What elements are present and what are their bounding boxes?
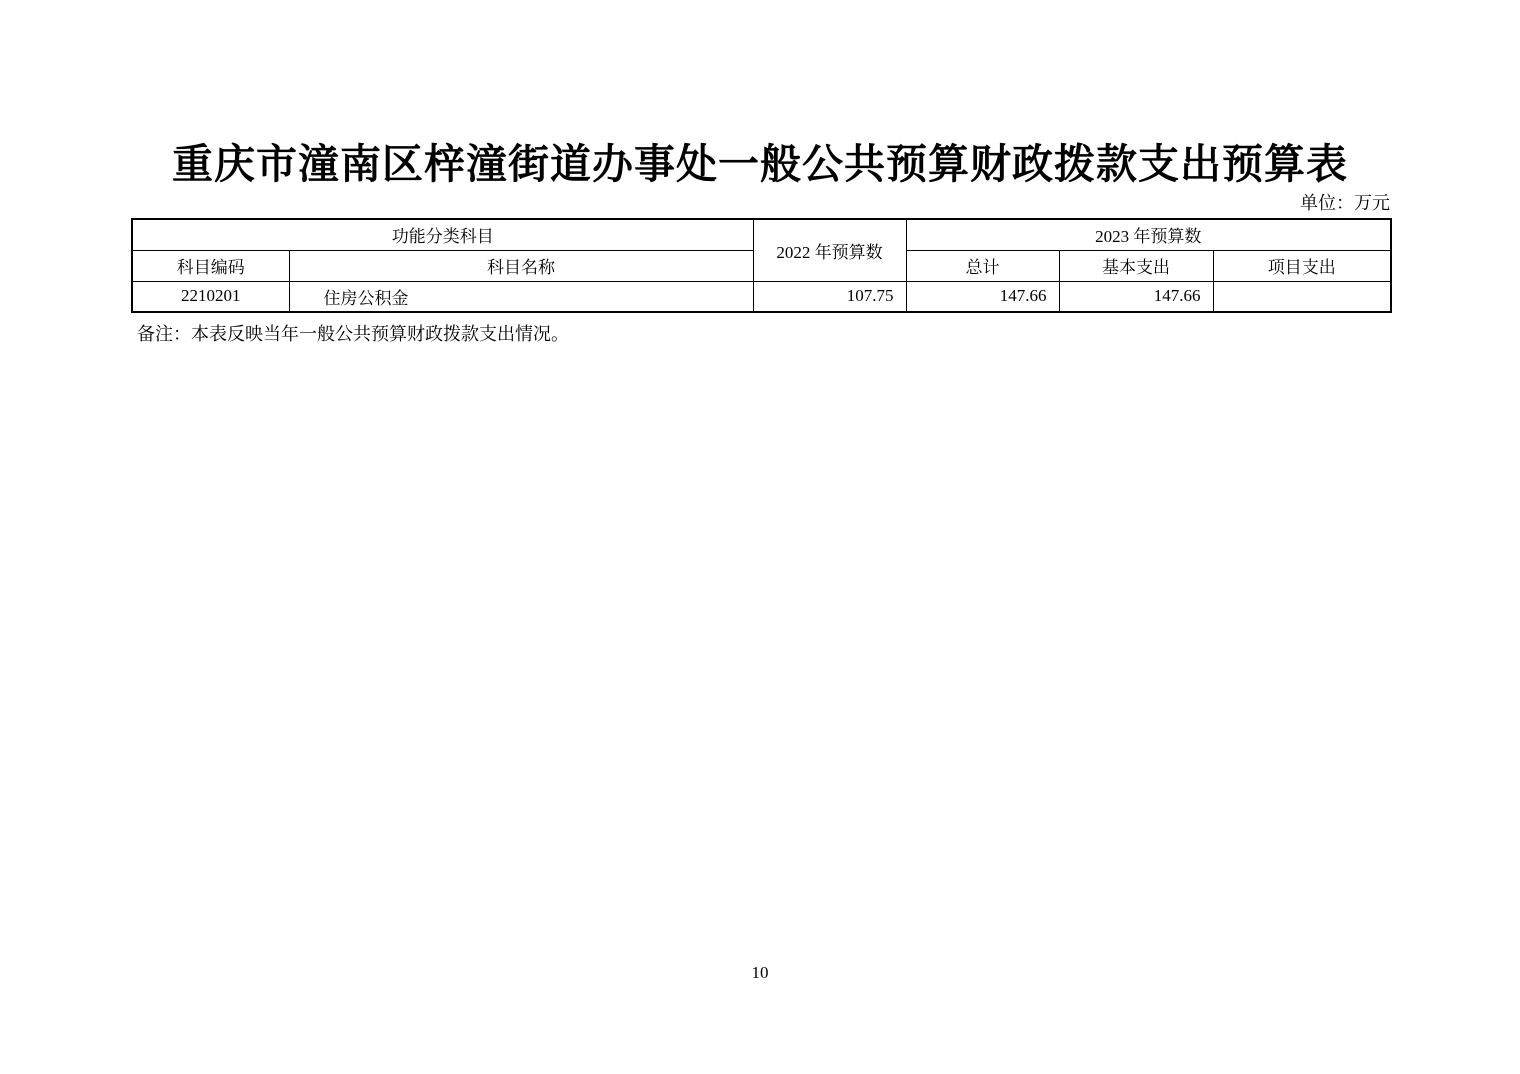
header-basic-expenditure: 基本支出 (1059, 250, 1213, 281)
page-title: 重庆市潼南区梓潼街道办事处一般公共预算财政拨款支出预算表 (172, 141, 1348, 187)
header-subject-code: 科目编码 (132, 250, 289, 281)
budget-table (131, 218, 1392, 313)
table-header-row-1 (132, 219, 1391, 250)
cell-budget-2022: 107.75 (753, 281, 906, 312)
cell-basic-2023: 147.66 (1059, 281, 1213, 312)
header-subject-name: 科目名称 (289, 250, 753, 281)
cell-subject-name: 住房公积金 (289, 281, 753, 312)
cell-project-2023 (1213, 281, 1391, 312)
cell-total-2023: 147.66 (906, 281, 1059, 312)
cell-subject-code: 2210201 (132, 281, 289, 312)
header-budget-2022: 2022 年预算数 (753, 219, 906, 281)
header-budget-2023: 2023 年预算数 (906, 219, 1391, 250)
footnote: 备注：本表反映当年一般公共预算财政拨款支出情况。 (137, 324, 569, 344)
header-project-expenditure: 项目支出 (1213, 250, 1391, 281)
page-number: 10 (751, 963, 769, 982)
header-function-category: 功能分类科目 (132, 219, 753, 250)
unit-label: 单位：万元 (1300, 193, 1390, 213)
header-total-2023: 总计 (906, 250, 1059, 281)
table-row (132, 281, 1391, 312)
